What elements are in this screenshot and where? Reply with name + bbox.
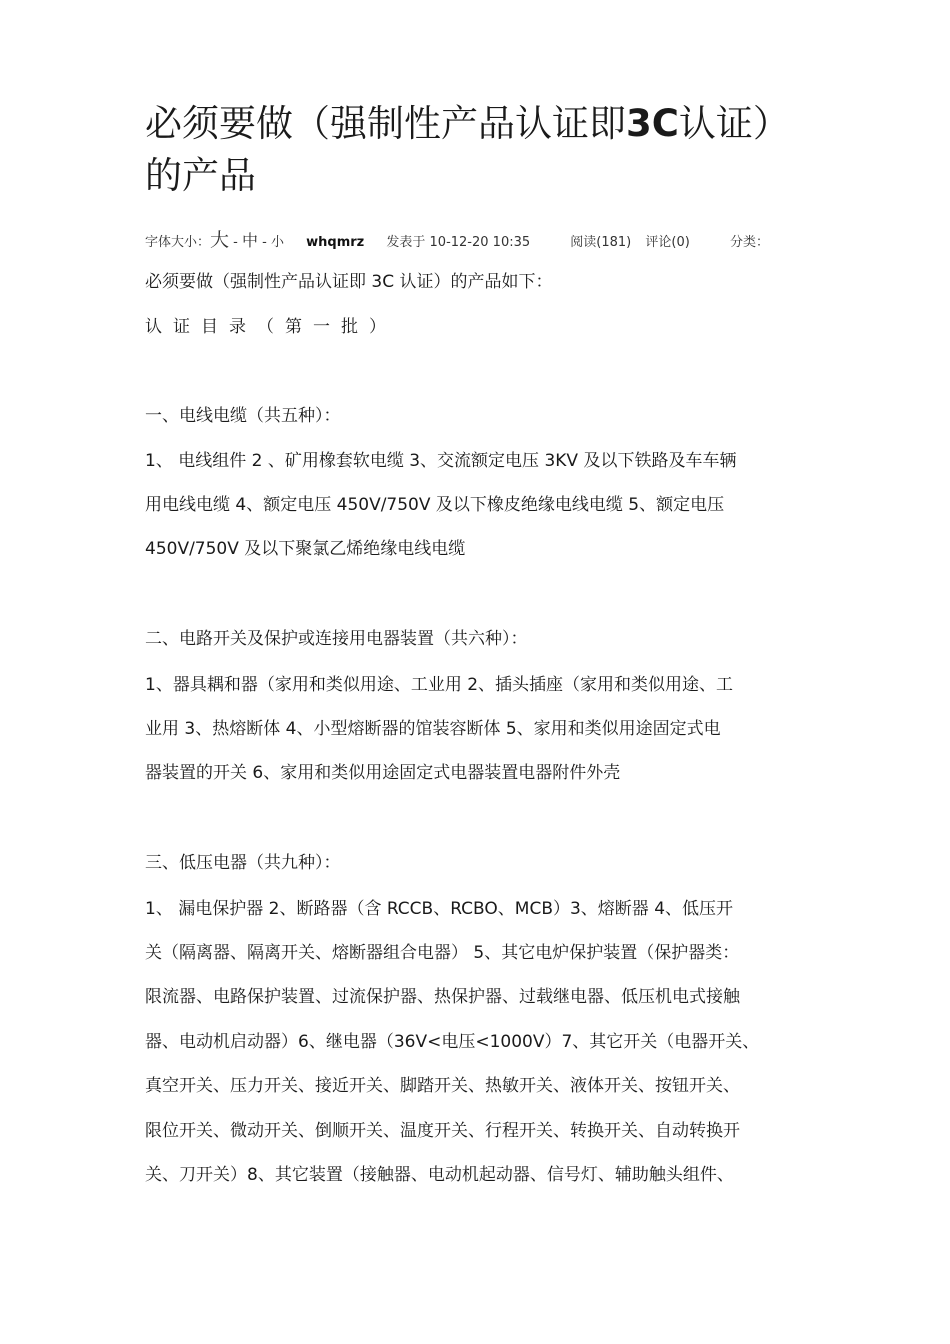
section-3-line: 器、电动机启动器）6、继电器（36V<电压<1000V）7、其它开关（电器开关、 xyxy=(145,1032,760,1052)
posted-time: 10-12-20 10:35 xyxy=(429,235,531,250)
title-bold: 3C xyxy=(626,102,679,145)
font-size-label: 字体大小： xyxy=(145,235,211,250)
section-1-heading: 一、电线电缆（共五种）： xyxy=(145,406,341,426)
section-3-line: 限流器、电路保护装置、过流保护器、热保护器、过载继电器、低压机电式接触 xyxy=(145,987,740,1007)
intro-text: 必须要做（强制性产品认证即 3C 认证）的产品如下： xyxy=(145,272,553,292)
section-3-line: 真空开关、压力开关、接近开关、脚踏开关、热敏开关、液体开关、按钮开关、 xyxy=(145,1076,740,1096)
section-3-line: 关（隔离器、隔离开关、熔断器组合电器） 5、其它电炉保护装置（保护器类： xyxy=(145,943,740,963)
comment-count-link[interactable]: 评论(0) xyxy=(645,235,690,250)
title-part1: 必须要做（强制性产品认证即 xyxy=(145,102,626,145)
author-link[interactable]: whqmrz xyxy=(306,235,365,250)
section-2-line: 1、器具耦和器（家用和类似用途、工业用 2、插头插座（家用和类似用途、工 xyxy=(145,675,734,695)
section-3-heading: 三、低压电器（共九种）： xyxy=(145,853,341,873)
font-size-small-link[interactable]: 小 xyxy=(270,235,284,250)
read-count: 阅读(181) xyxy=(570,235,632,250)
font-size-medium-link[interactable]: 中 xyxy=(242,231,259,250)
title-part2: 认证） xyxy=(678,102,790,145)
page-title xyxy=(145,98,825,202)
section-1-line: 用电线电缆 4、额定电压 450V/750V 及以下橡皮绝缘电线电缆 5、额定电压 xyxy=(145,495,725,515)
section-2-line: 业用 3、热熔断体 4、小型熔断器的馆装容断体 5、家用和类似用途固定式电 xyxy=(145,719,721,739)
category-label: 分类： xyxy=(729,235,769,250)
separator: - xyxy=(229,235,242,250)
section-3-line: 关、刀开关）8、其它装置（接触器、电动机起动器、信号灯、辅助触头组件、 xyxy=(145,1165,734,1185)
section-3-line: 限位开关、微动开关、倒顺开关、温度开关、行程开关、转换开关、自动转换开 xyxy=(145,1121,740,1141)
catalog-heading: 认证目录（第一批） xyxy=(145,317,397,337)
separator: - xyxy=(258,235,271,250)
section-2-line: 器装置的开关 6、家用和类似用途固定式电器装置电器附件外壳 xyxy=(145,763,621,783)
posted-label: 发表于 xyxy=(386,235,426,250)
title-line2: 的产品 xyxy=(145,154,256,197)
section-1-line: 1、 电线组件 2 、矿用橡套软电缆 3、交流额定电压 3KV 及以下铁路及车车辆 xyxy=(145,451,737,471)
font-size-large-link[interactable]: 大 xyxy=(210,229,230,251)
section-3-line: 1、 漏电保护器 2、断路器（含 RCCB、RCBO、MCB）3、熔断器 4、低压开 xyxy=(145,899,734,919)
post-meta xyxy=(145,228,825,255)
section-1-line: 450V/750V 及以下聚氯乙烯绝缘电线电缆 xyxy=(145,539,466,559)
section-2-heading: 二、电路开关及保护或连接用电器装置（共六种）： xyxy=(145,629,528,649)
